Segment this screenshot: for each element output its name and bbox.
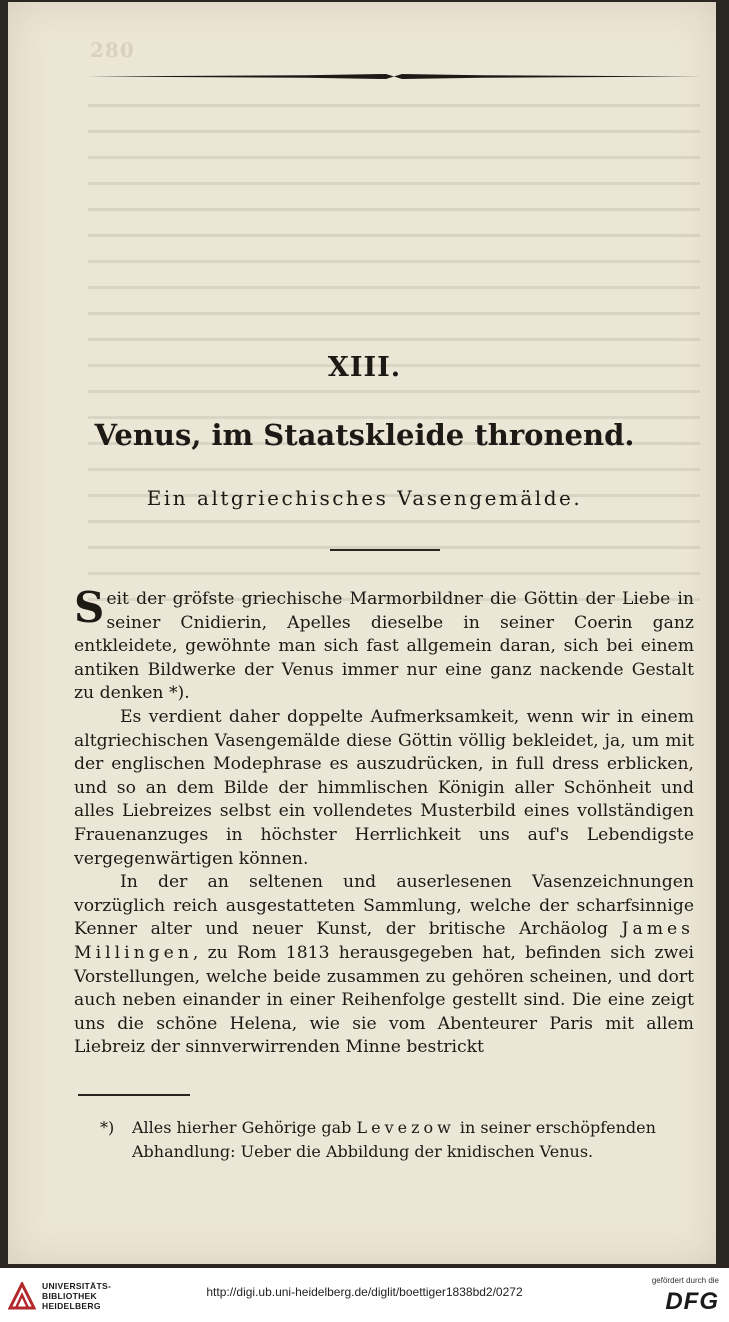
page-number: 280 bbox=[90, 38, 135, 62]
footnote bbox=[100, 1116, 692, 1164]
drop-cap: S bbox=[74, 583, 105, 632]
paragraph-3-text-a: In der an seltenen und auserlesenen Vasenzeichnungen vorzüglich reich ausgestatteten Sammlung, welche der scharfsinnige Kenner alter und neuer Kunst, der britische Archäolog bbox=[74, 872, 694, 940]
permalink-url[interactable]: http://digi.ub.uni-heidelberg.de/diglit/boettiger1838bd2/0272 bbox=[206, 1285, 523, 1299]
chapter-title: Venus, im Staatskleide thronend. bbox=[94, 418, 635, 452]
paragraph-1-text: eit der gröfste griechische Marmorbildner die Göttin der Liebe in seiner Cnidierin, Apelles dieselbe in seiner Coerin ganz entkleidete, gewöhnte man sich fast allgemein daran, sich bei einem antiken Bildwerke der Venus immer nur eine ganz nackende Gestalt zu denken *). bbox=[74, 589, 694, 704]
header-ornament-rule bbox=[86, 74, 702, 79]
footnote-text-a: Alles hierher Gehörige gab bbox=[132, 1118, 352, 1137]
chapter-subtitle: Ein altgriechisches Vasengemälde. bbox=[146, 486, 583, 510]
bleed-through-texture bbox=[88, 90, 700, 610]
dfg-logo[interactable]: DFG bbox=[665, 1288, 719, 1315]
paragraph-1 bbox=[74, 583, 694, 706]
logo-text-line-2: BIBLIOTHEK bbox=[42, 1291, 97, 1301]
footnote-mark: *) bbox=[100, 1118, 115, 1137]
funded-by-label: gefördert durch die bbox=[651, 1276, 719, 1285]
footnote-line-2: Abhandlung: Ueber die Abbildung der knidischen Venus. bbox=[132, 1142, 594, 1161]
body-text bbox=[74, 583, 694, 1060]
person-name-levezow: Levezow bbox=[356, 1118, 455, 1137]
logo-text-line-1: UNIVERSITÄTS- bbox=[42, 1281, 112, 1291]
logo-text-line-3: HEIDELBERG bbox=[42, 1301, 101, 1311]
footnote-text-b: in seiner erschöpfenden bbox=[459, 1118, 656, 1137]
footer-bar bbox=[0, 1268, 729, 1322]
paragraph-2: Es verdient daher doppelte Aufmerksamkeit, wenn wir in einem altgriechischen Vasengemälde diese Göttin völlig bekleidet, ja, um mit der englischen Modephrase es auszudrücken, in full dress erblicken, und so an dem Bilde der himmlischen Königin aller Schönheit und alles Liebreizes selbst ein vollendetes Musterbild eines vollständigen Frauenanzuges in höchster Herrlichkeit uns auf's Lebendigste vergegenwärtigen können. bbox=[74, 706, 694, 869]
footnote-divider bbox=[78, 1094, 190, 1096]
paragraph-3 bbox=[74, 871, 694, 1060]
title-divider bbox=[330, 549, 440, 551]
person-name-millingen: James Millingen bbox=[74, 919, 694, 963]
chapter-number: XIII. bbox=[327, 352, 402, 383]
paragraph-3-text-b: , zu Rom 1813 herausgegeben hat, befinden sich zwei Vorstellungen, welche beide zusammen zu gehören scheinen, und dort auch neben einander in einer Reihenfolge gestellt sind. Die eine zeigt uns die schöne Helena, wie sie vom Abenteurer Paris mit allem Liebreiz der sinnverwirrenden Minne bestrickt bbox=[74, 942, 694, 1058]
